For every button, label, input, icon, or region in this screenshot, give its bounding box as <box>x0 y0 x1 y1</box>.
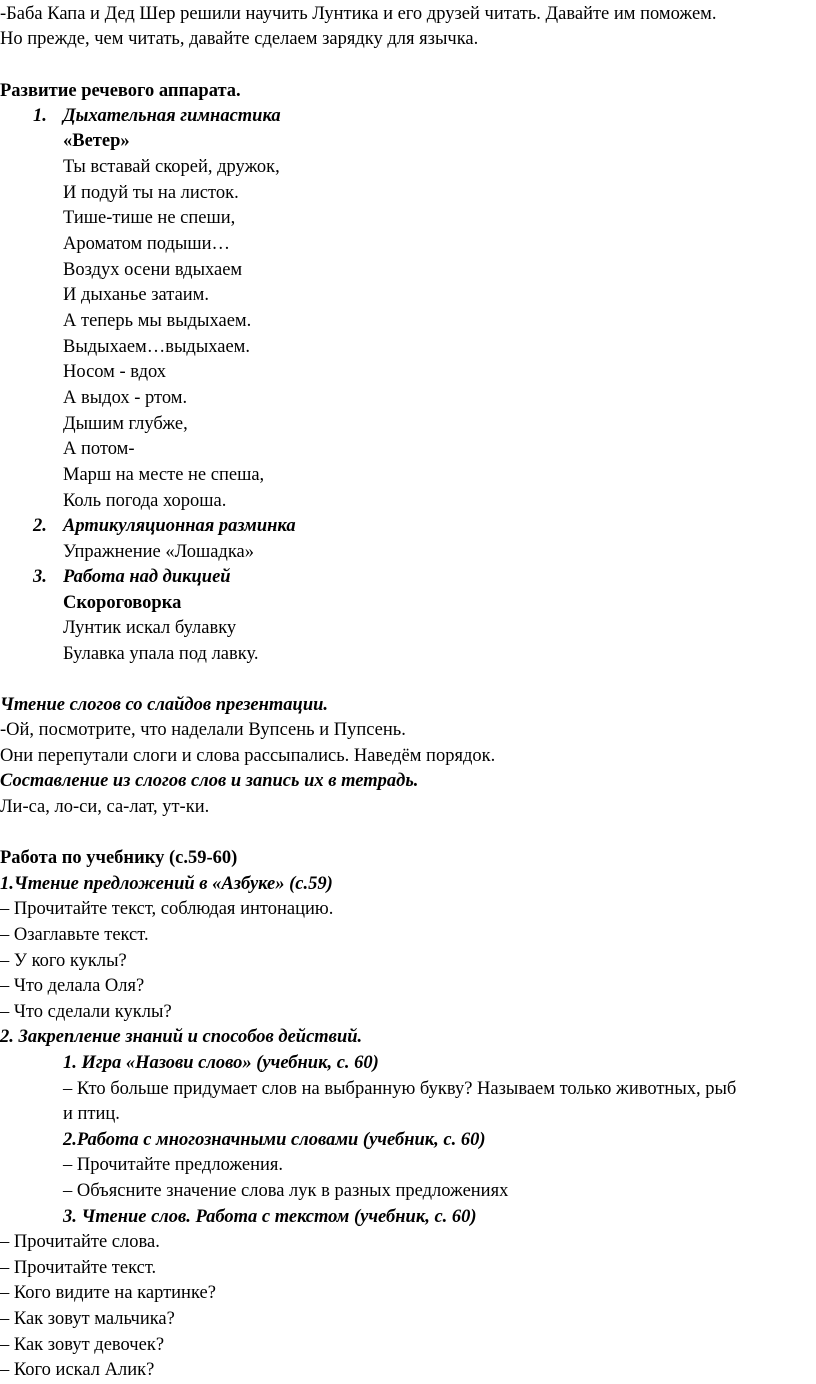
reading-line: – Кого видите на картинке? <box>0 1283 216 1303</box>
list-item-title: Работа над дикцией <box>63 567 231 587</box>
polysemy-line: – Объясните значение слова лук в разных предложениях <box>63 1181 509 1201</box>
list-item-title: Дыхательная гимнастика <box>63 106 281 126</box>
list-number: 2. <box>33 516 47 536</box>
tongue-twister-line: Булавка упала под лавку. <box>63 644 259 664</box>
syllables-line: -Ой, посмотрите, что наделали Вупсень и Пупсень. <box>0 720 406 740</box>
list-item-breathing <box>33 105 281 127</box>
textbook-part2-heading: 2. Закрепление знаний и способов действий. <box>0 1027 363 1047</box>
poem-line: Дышим глубже, <box>63 414 188 434</box>
textbook-part1-heading: 1.Чтение предложений в «Азбуке» (с.59) <box>0 874 333 894</box>
syllables-task-text: Ли-са, ло-си, са-лат, ут-ки. <box>0 797 210 817</box>
poem-line: И подуй ты на листок. <box>63 183 239 203</box>
list-item-title: Артикуляционная разминка <box>63 516 296 536</box>
poem-line: Воздух осени вдыхаем <box>63 260 243 280</box>
poem-line: А выдох - ртом. <box>63 388 188 408</box>
tongue-twister-line: Лунтик искал булавку <box>63 618 237 638</box>
question-line: – Что делала Оля? <box>0 976 145 996</box>
list-item-diction <box>33 566 231 588</box>
list-item-articulation <box>33 515 296 537</box>
list-number: 1. <box>33 106 47 126</box>
polysemy-heading: 2.Работа с многозначными словами (учебник, с. 60) <box>63 1130 486 1150</box>
question-line: – Прочитайте текст, соблюдая интонацию. <box>0 899 334 919</box>
poem-line: Коль погода хороша. <box>63 491 227 511</box>
syllables-task-heading: Составление из слогов слов и запись их в тетрадь. <box>0 771 419 791</box>
poem-line: И дыханье затаим. <box>63 285 210 305</box>
poem-title: «Ветер» <box>63 131 130 151</box>
poem-line: Ароматом подыши… <box>63 234 230 254</box>
reading-line: – Как зовут мальчика? <box>0 1309 175 1329</box>
poem-line: Тише-тише не спеши, <box>63 208 236 228</box>
poem-line: Носом - вдох <box>63 362 167 382</box>
reading-line: – Кого искал Алик? <box>0 1360 155 1380</box>
polysemy-line: – Прочитайте предложения. <box>63 1155 284 1175</box>
game-line: и птиц. <box>63 1104 120 1124</box>
syllables-line: Они перепутали слоги и слова рассыпались. Наведём порядок. <box>0 746 496 766</box>
section-heading-textbook: Работа по учебнику (с.59-60) <box>0 848 238 868</box>
exercise-text: Упражнение «Лошадка» <box>63 542 254 562</box>
tongue-twister-title: Скороговорка <box>63 593 182 613</box>
poem-line: А теперь мы выдыхаем. <box>63 311 252 331</box>
question-line: – Озаглавьте текст. <box>0 925 149 945</box>
reading-line: – Как зовут девочек? <box>0 1335 165 1355</box>
intro-line: -Баба Капа и Дед Шер решили научить Лунтика и его друзей читать. Давайте им поможем. <box>0 4 717 24</box>
list-number: 3. <box>33 567 47 587</box>
poem-line: Ты вставай скорей, дружок, <box>63 157 280 177</box>
reading-line: – Прочитайте текст. <box>0 1258 157 1278</box>
poem-line: Марш на месте не спеша, <box>63 465 265 485</box>
section-heading-syllables: Чтение слогов со слайдов презентации. <box>0 695 329 715</box>
reading-heading: 3. Чтение слов. Работа с текстом (учебник, с. 60) <box>63 1207 477 1227</box>
poem-line: Выдыхаем…выдыхаем. <box>63 337 251 357</box>
reading-line: – Прочитайте слова. <box>0 1232 160 1252</box>
game-line: – Кто больше придумает слов на выбранную букву? Называем только животных, рыб <box>63 1079 737 1099</box>
poem-line: А потом- <box>63 439 135 459</box>
game-heading: 1. Игра «Назови слово» (учебник, с. 60) <box>63 1053 379 1073</box>
intro-line: Но прежде, чем читать, давайте сделаем зарядку для язычка. <box>0 29 479 49</box>
question-line: – У кого куклы? <box>0 951 127 971</box>
question-line: – Что сделали куклы? <box>0 1002 172 1022</box>
section-heading-speech: Развитие речевого аппарата. <box>0 81 241 101</box>
